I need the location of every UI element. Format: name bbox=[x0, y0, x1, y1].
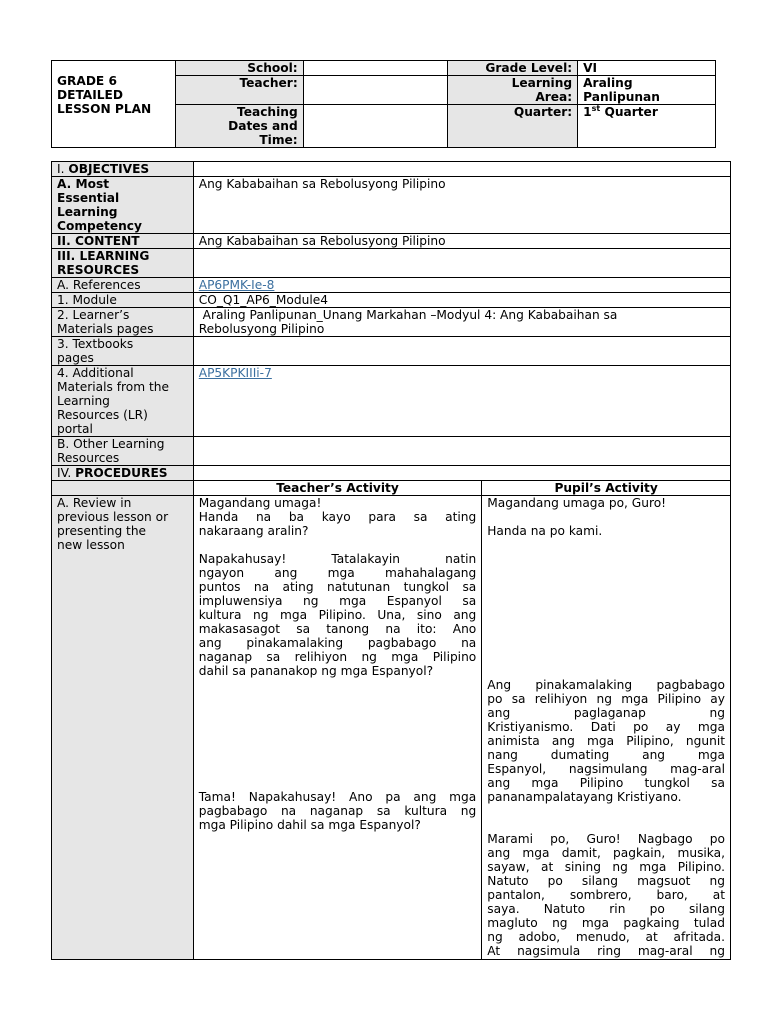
lesson-plan-table bbox=[51, 161, 731, 960]
melc-value: Ang Kababaihan sa Rebolusyong Pilipino bbox=[193, 177, 730, 234]
learning-resources-label: III. LEARNING RESOURCES bbox=[52, 249, 194, 278]
additional-materials-label: 4. Additional Materials from the Learning Resources (LR) portal bbox=[52, 366, 194, 437]
content-value: Ang Kababaihan sa Rebolusyong Pilipino bbox=[193, 234, 730, 249]
school-label: School: bbox=[175, 61, 303, 76]
teacher-activity-header: Teacher’s Activity bbox=[193, 481, 482, 496]
content-label: II. CONTENT bbox=[52, 234, 194, 249]
header-table bbox=[51, 60, 716, 148]
additional-materials-value bbox=[193, 366, 730, 437]
additional-materials-link[interactable]: AP5KPKIIIi-7 bbox=[198, 366, 272, 380]
school-value bbox=[303, 61, 448, 76]
melc-label: A. Most Essential Learning Competency bbox=[52, 177, 194, 234]
learners-materials-value: Araling Panlipunan_Unang Markahan –Modyul 4: Ang Kababaihan sa Rebolusyong Pilipino bbox=[193, 308, 730, 337]
lesson-plan-title: GRADE 6 DETAILED LESSON PLAN bbox=[52, 61, 176, 148]
teacher-value bbox=[303, 76, 448, 105]
other-resources-label: B. Other Learning Resources bbox=[52, 437, 194, 466]
other-resources-value bbox=[193, 437, 730, 466]
textbooks-value bbox=[193, 337, 730, 366]
learning-resources-value bbox=[193, 249, 730, 278]
teaching-dates-label: Teaching Dates and Time: bbox=[175, 105, 303, 148]
module-value: CO_Q1_AP6_Module4 bbox=[193, 293, 730, 308]
procedures-heading: IV. PROCEDURES bbox=[52, 466, 194, 481]
review-teacher-activity: Magandang umaga! Handa na ba kayo para sa ating nakaraang aralin? Napakahusay! Tatalakayin natin ngayon ang mga mahahalagang puntos na ating natutunan tungkol sa impluwensiya ng mga Espanyol sa kultura ng mga Pilipino. Una, sino ang makasasagot sa tanong na ito: Ano ang pinakamalaking pagbabago na naganap sa relihiyon ng mga Pilipino dahil sa pananakop ng mga Espanyol? Tama! Napakahusay! Ano pa ang mga pagbabago na naganap sa kultura ng mga Pilipino dahil sa mga Espanyol? bbox=[193, 496, 482, 960]
objectives-value bbox=[193, 162, 730, 177]
grade-level-label: Grade Level: bbox=[448, 61, 578, 76]
textbooks-label: 3. Textbooks pages bbox=[52, 337, 194, 366]
learning-area-value: Araling Panlipunan bbox=[578, 76, 716, 105]
review-pupil-activity: Magandang umaga po, Guro! Handa na po kami. Ang pinakamalaking pagbabago po sa relihiyon ng mga Pilipino ay ang paglaganap ng Kristiyanismo. Dati po ay mga animista ang mga Pilipino, ngunit nang dumating ang mga Espanyol, nagsimulang mag-aral ang mga Pilipino tungkol sa pananampalatayang Kristiyano. Marami po, Guro! Nagbago po ang mga damit, pagkain, musika, sayaw, at sining ng mga Pilipino. Natuto po silang magsuot ng pantalon, sombrero, baro, at saya. Natuto rin po silang magluto ng mga pagkaing tulad ng adobo, menudo, at afritada. At nagsimula ring mag-aral ng bbox=[482, 496, 731, 960]
review-label: A. Review in previous lesson or presenting the new lesson bbox=[52, 496, 194, 960]
procedures-value bbox=[193, 466, 730, 481]
objectives-heading: I. OBJECTIVES bbox=[52, 162, 194, 177]
quarter-label: Quarter: bbox=[448, 105, 578, 148]
references-link[interactable]: AP6PMK-Ie-8 bbox=[198, 278, 275, 292]
references-label: A. References bbox=[52, 278, 194, 293]
teaching-dates-value bbox=[303, 105, 448, 148]
quarter-value: 1st Quarter bbox=[578, 105, 716, 148]
grade-level-value: VI bbox=[578, 61, 716, 76]
learners-materials-label: 2. Learner’s Materials pages bbox=[52, 308, 194, 337]
learning-area-label: Learning Area: bbox=[448, 76, 578, 105]
teacher-label: Teacher: bbox=[175, 76, 303, 105]
module-label: 1. Module bbox=[52, 293, 194, 308]
pupil-activity-header: Pupil’s Activity bbox=[482, 481, 731, 496]
references-value bbox=[193, 278, 730, 293]
procedures-column-spacer bbox=[52, 481, 194, 496]
